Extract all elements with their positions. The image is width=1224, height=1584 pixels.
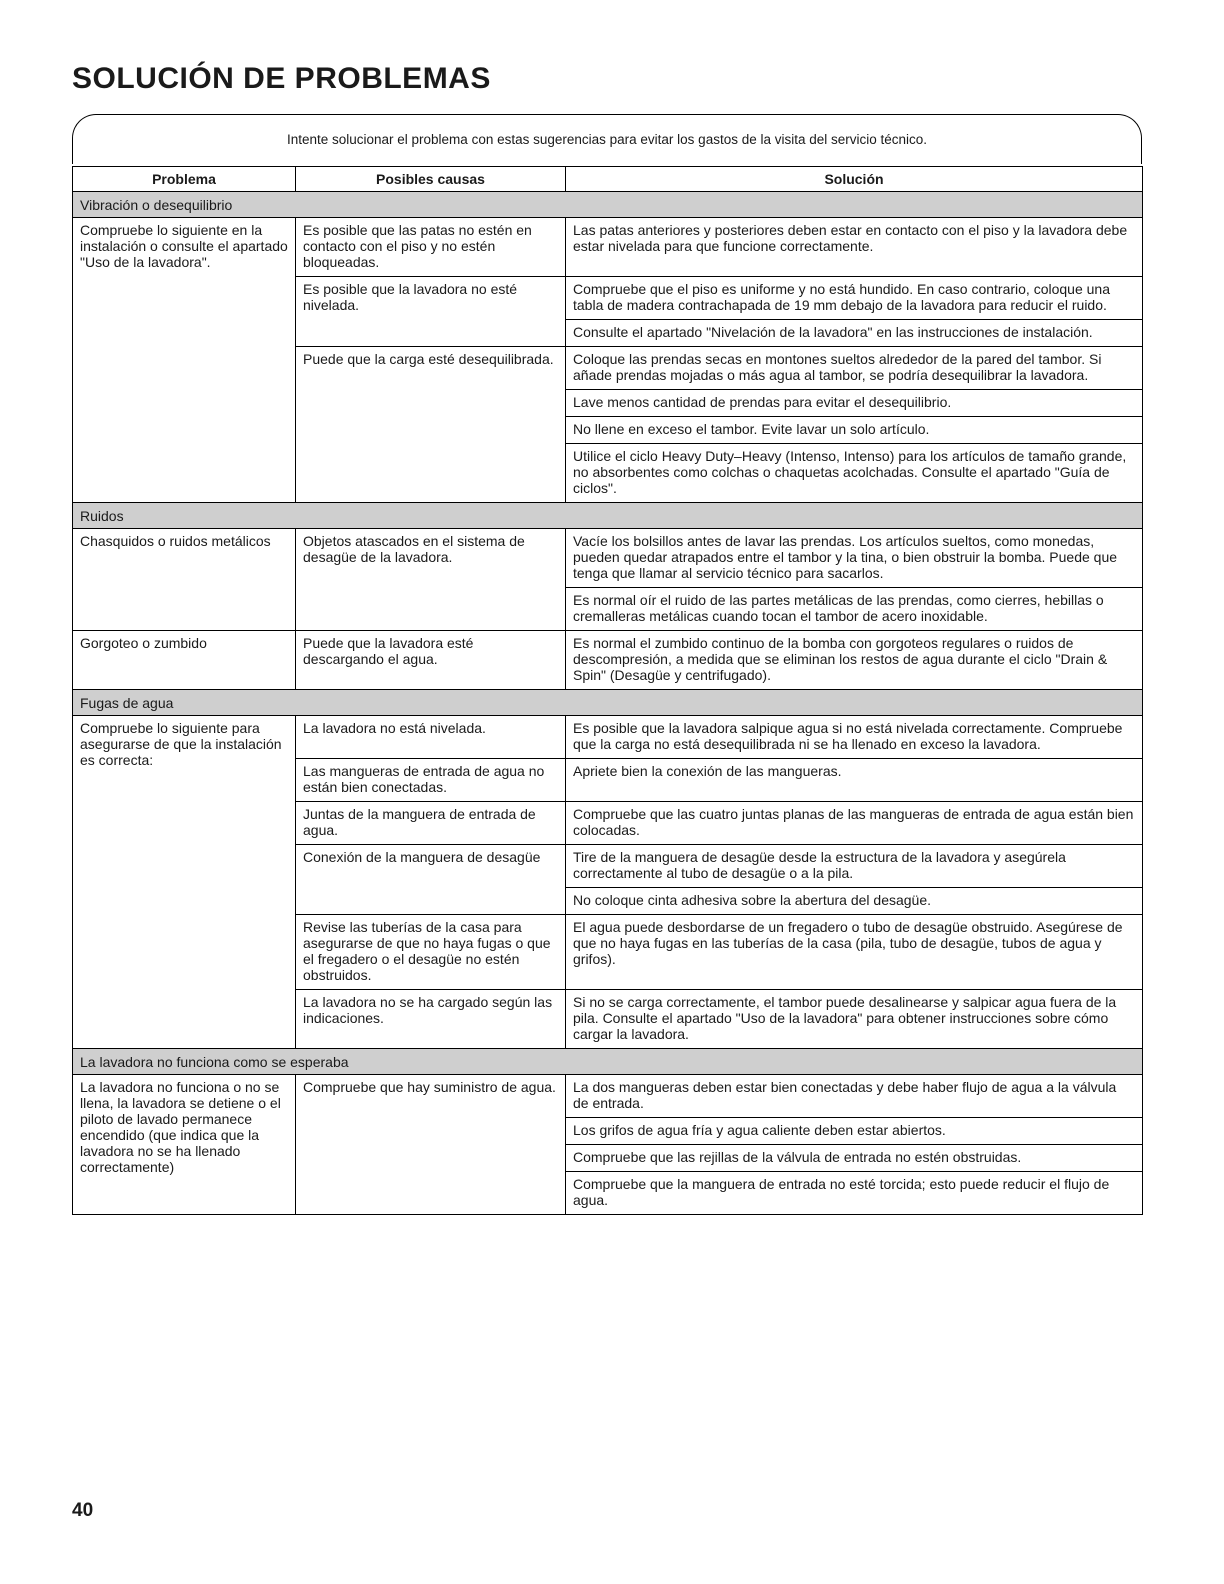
table-row (73, 631, 1143, 690)
section-label: Fugas de agua (73, 690, 1143, 716)
solution-cell: No coloque cinta adhesiva sobre la abertura del desagüe. (566, 888, 1143, 915)
cause-cell: La lavadora no se ha cargado según las indicaciones. (296, 990, 566, 1049)
solution-cell: Utilice el ciclo Heavy Duty–Heavy (Intenso, Intenso) para los artículos de tamaño grande, no absorbentes como colchas o chaquetas acolchadas. Consulte el apartado "Guía de ciclos". (566, 444, 1143, 503)
header-solution: Solución (566, 167, 1143, 192)
solution-cell: No llene en exceso el tambor. Evite lavar un solo artículo. (566, 417, 1143, 444)
solution-cell: Tire de la manguera de desagüe desde la estructura de la lavadora y asegúrela correctamente al tubo de desagüe o a la pila. (566, 845, 1143, 888)
intro-text: Intente solucionar el problema con estas sugerencias para evitar los gastos de la visita del servicio técnico. (286, 132, 928, 147)
solution-cell: Compruebe que las rejillas de la válvula de entrada no estén obstruidas. (566, 1145, 1143, 1172)
table-row (73, 1075, 1143, 1118)
cause-cell: Objetos atascados en el sistema de desagüe de la lavadora. (296, 529, 566, 631)
header-causes: Posibles causas (296, 167, 566, 192)
solution-cell: Coloque las prendas secas en montones sueltos alrededor de la pared del tambor. Si añade prendas mojadas o más agua al tambor, se podría desequilibrar la lavadora. (566, 347, 1143, 390)
section-label: Ruidos (73, 503, 1143, 529)
solution-cell: Lave menos cantidad de prendas para evitar el desequilibrio. (566, 390, 1143, 417)
cause-cell: Conexión de la manguera de desagüe (296, 845, 566, 915)
problem-cell: Gorgoteo o zumbido (73, 631, 296, 690)
table-row (73, 529, 1143, 588)
solution-cell: La dos mangueras deben estar bien conectadas y debe haber flujo de agua a la válvula de entrada. (566, 1075, 1143, 1118)
table-header-row (73, 167, 1143, 192)
cause-cell: La lavadora no está nivelada. (296, 716, 566, 759)
section-label: Vibración o desequilibrio (73, 192, 1143, 218)
section-label: La lavadora no funciona como se esperaba (73, 1049, 1143, 1075)
cause-cell: Es posible que la lavadora no esté nivelada. (296, 277, 566, 347)
solution-cell: Los grifos de agua fría y agua caliente deben estar abiertos. (566, 1118, 1143, 1145)
cause-cell: Las mangueras de entrada de agua no están bien conectadas. (296, 759, 566, 802)
problem-cell: Chasquidos o ruidos metálicos (73, 529, 296, 631)
header-problem: Problema (73, 167, 296, 192)
solution-cell: Es posible que la lavadora salpique agua si no está nivelada correctamente. Compruebe que la carga no está desequilibrada ni se ha llenado en exceso la lavadora. (566, 716, 1143, 759)
problem-cell: La lavadora no funciona o no se llena, la lavadora se detiene o el piloto de lavado permanece encendido (que indica que la lavadora no se ha llenado correctamente) (73, 1075, 296, 1215)
cause-cell: Revise las tuberías de la casa para asegurarse de que no haya fugas o que el fregadero o el desagüe no estén obstruidos. (296, 915, 566, 990)
page-number: 40 (72, 1500, 94, 1521)
section-row (73, 503, 1143, 529)
section-row (73, 1049, 1143, 1075)
section-row (73, 690, 1143, 716)
cause-cell: Juntas de la manguera de entrada de agua. (296, 802, 566, 845)
table-row (73, 218, 1143, 277)
cause-cell: Es posible que las patas no estén en contacto con el piso y no estén bloqueadas. (296, 218, 566, 277)
solution-cell: Compruebe que las cuatro juntas planas de las mangueras de entrada de agua están bien colocadas. (566, 802, 1143, 845)
troubleshooting-table (72, 166, 1143, 1215)
cause-cell: Compruebe que hay suministro de agua. (296, 1075, 566, 1215)
page-title: SOLUCIÓN DE PROBLEMAS (72, 62, 491, 95)
cause-cell: Puede que la lavadora esté descargando el agua. (296, 631, 566, 690)
solution-cell: Las patas anteriores y posteriores deben estar en contacto con el piso y la lavadora debe estar nivelada para que funcione correctamente. (566, 218, 1143, 277)
solution-cell: Compruebe que el piso es uniforme y no está hundido. En caso contrario, coloque una tabla de madera contrachapada de 19 mm debajo de la lavadora para reducir el ruido. (566, 277, 1143, 320)
solution-cell: Apriete bien la conexión de las mangueras. (566, 759, 1143, 802)
table-row (73, 716, 1143, 759)
solution-cell: Si no se carga correctamente, el tambor puede desalinearse y salpicar agua fuera de la pila. Consulte el apartado "Uso de la lavadora" para obtener instrucciones sobre cómo cargar la lavadora. (566, 990, 1143, 1049)
section-row (73, 192, 1143, 218)
solution-cell: Consulte el apartado "Nivelación de la lavadora" en las instrucciones de instalación. (566, 320, 1143, 347)
solution-cell: Vacíe los bolsillos antes de lavar las prendas. Los artículos sueltos, como monedas, pueden quedar atrapados entre el tambor y la tina, o bien obstruir la bomba. Puede que tenga que llamar al servicio técnico para sacarlos. (566, 529, 1143, 588)
problem-cell: Compruebe lo siguiente en la instalación o consulte el apartado "Uso de la lavadora". (73, 218, 296, 503)
solution-cell: Es normal el zumbido continuo de la bomba con gorgoteos regulares o ruidos de descompresión, a medida que se eliminan los restos de agua durante el ciclo "Drain & Spin" (Desagüe y centrifugado). (566, 631, 1143, 690)
solution-cell: El agua puede desbordarse de un fregadero o tubo de desagüe obstruido. Asegúrese de que no haya fugas en las tuberías de la casa (pila, tubo de desagüe, tubos de agua y grifos). (566, 915, 1143, 990)
problem-cell: Compruebe lo siguiente para asegurarse de que la instalación es correcta: (73, 716, 296, 1049)
solution-cell: Es normal oír el ruido de las partes metálicas de las prendas, como cierres, hebillas o cremalleras metálicas cuando tocan el tambor de acero inoxidable. (566, 588, 1143, 631)
cause-cell: Puede que la carga esté desequilibrada. (296, 347, 566, 503)
solution-cell: Compruebe que la manguera de entrada no esté torcida; esto puede reducir el flujo de agua. (566, 1172, 1143, 1215)
